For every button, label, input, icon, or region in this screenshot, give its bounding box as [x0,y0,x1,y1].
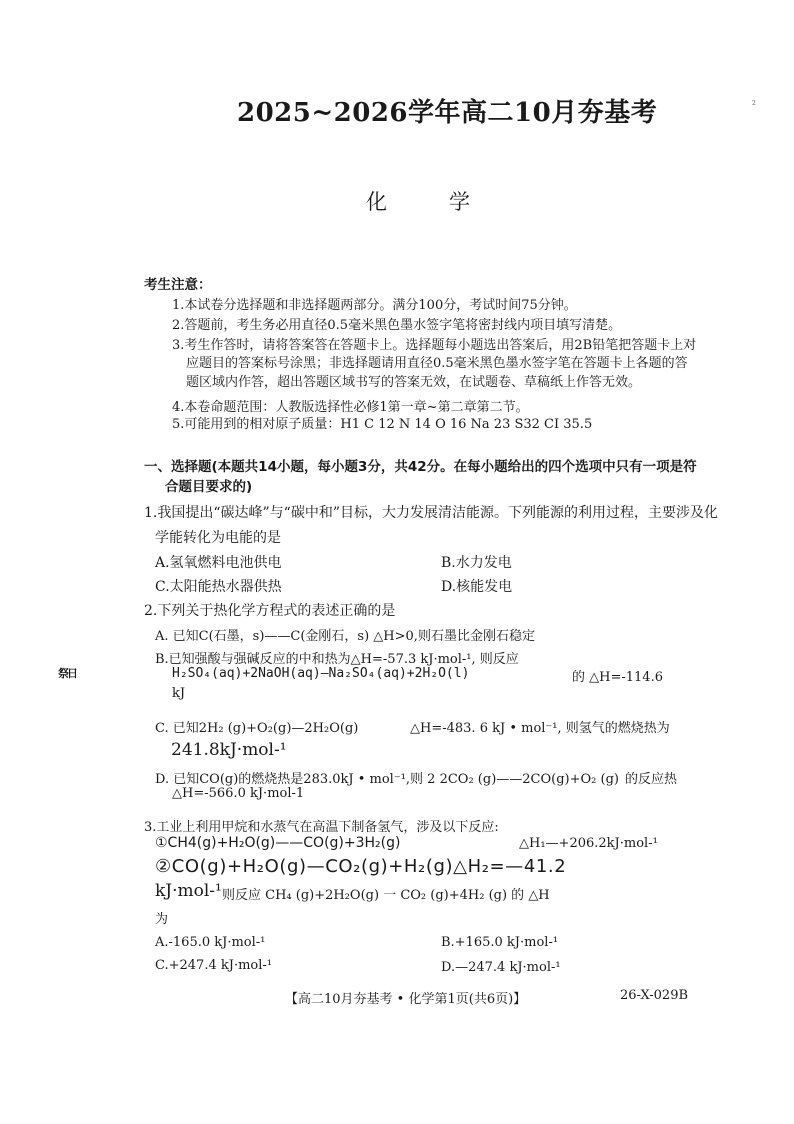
paper-code: 26-X-029B [620,988,689,1003]
option-b-unit: kJ [172,686,186,701]
option-b-equation: H₂SO₄(aq)+2NaOH(aq)—Na₂SO₄(aq)+2H₂O(l) [172,666,470,681]
option-d: D.—247.4 kJ·mol-¹ [441,960,561,975]
side-mark: 祭日 [58,667,76,680]
notice-heading: 考生注意： [144,277,212,293]
option-d-label: 的反应热 [625,772,678,787]
notice-item: 4.本卷命题范围：人教版选择性必修1第一章~第二章第二节。 [172,400,529,415]
option-a: A.-165.0 kJ·mol-¹ [155,935,266,950]
option-c-enthalpy: △H=-483. 6 kJ • mol⁻¹, 则氢气的燃烧热为 [410,721,670,736]
notice-item: 题区域内作答，超出答题区域书写的答案无效，在试题卷、草稿纸上作答无效。 [186,375,642,390]
reaction-2: ②CO(g)+H₂O(g)—CO₂(g)+H₂(g)△H₂=—41.2 [155,856,567,877]
option-d: D. 已知CO(g)的燃烧热是283.0kJ • mol⁻¹,则 2 2CO₂ (g)——2CO(g)+O₂ (g) [155,772,619,787]
notice-item: 5.可能用到的相对原子质量：H1 C 12 N 14 O 16 Na 23 S32 CI 35.5 [172,417,593,432]
notice-item: 2.答题前，考生务必用直径0.5毫米黑色墨水签字笔将密封线内项目填写清楚。 [172,318,622,333]
notice-item: 1.本试卷分选择题和非选择题两部分。满分100分，考试时间75分钟。 [172,298,577,313]
question-stem: 3.工业上利用甲烷和水蒸气在高温下制备氢气，涉及以下反应: [144,820,499,835]
option-b: B.已知强酸与强碱反应的中和热为△H=-57.3 kJ·mol-¹, 则反应 [155,652,519,667]
option-d-enthalpy: △H=-566.0 kJ·mol-1 [172,786,305,801]
option-c-value: 241.8kJ·mol-¹ [171,740,287,760]
option-c: C.+247.4 kJ·mol-¹ [155,958,272,973]
question-stem: 1.我国提出“碳达峰”与“碳中和”目标，大力发展清洁能源。下列能源的利用过程，主要涉及化 [144,505,718,521]
question-stem: 2.下列关于热化学方程式的表述正确的是 [144,603,396,619]
section-heading-cont: 合题目要求的) [165,479,253,495]
option-c: C. 已知2H₂ (g)+O₂(g)—2H₂O(g) [155,721,359,736]
reaction-1-enthalpy: △H₁—+206.2kJ·mol-¹ [519,836,658,851]
page-title: 2025~2026学年高二10月夯基考 [237,98,658,128]
option-a: A.氢氧燃料电池供电 [155,555,282,571]
question-stem-cont: 学能转化为电能的是 [155,530,281,546]
target-reaction: 则反应 CH₄ (g)+2H₂O(g) 一 CO₂ (g)+4H₂ (g) 的 △H [222,888,550,903]
reaction-1: ①CH4(g)+H₂O(g)——CO(g)+3H₂(g) [155,835,401,851]
notice-item: 3.考生作答时，请将答案答在答题卡上。选择题每小题选出答案后，用2B铅笔把答题卡上对 [172,338,697,353]
option-b-enthalpy: 的 △H=-114.6 [572,670,663,685]
section-heading: 一、选择题(本题共14小题，每小题3分，共42分。在每小题给出的四个选项中只有一项是符 [144,459,697,475]
option-c: C.太阳能热水器供热 [155,579,282,595]
option-d: D.核能发电 [441,579,513,595]
option-b: B.水力发电 [441,555,512,571]
question-stem-end: 为 [155,912,169,927]
page-footer: 【高二10月夯基考 • 化学第1页(共6页)】 [285,992,527,1007]
option-b: B.+165.0 kJ·mol-¹ [441,935,559,950]
corner-mark: 2 [752,100,756,107]
reaction-2-unit: kJ·mol-¹ [155,881,222,901]
option-a: A. 已知C(石墨，s)——C(金刚石，s) △H>0,则石墨比金刚石稳定 [155,629,535,644]
notice-item: 应题目的答案标号涂黑；非选择题请用直径0.5毫米黑色墨水签字笔在答题卡上各题的答 [186,356,688,371]
subject-title: 化学 [366,190,532,214]
